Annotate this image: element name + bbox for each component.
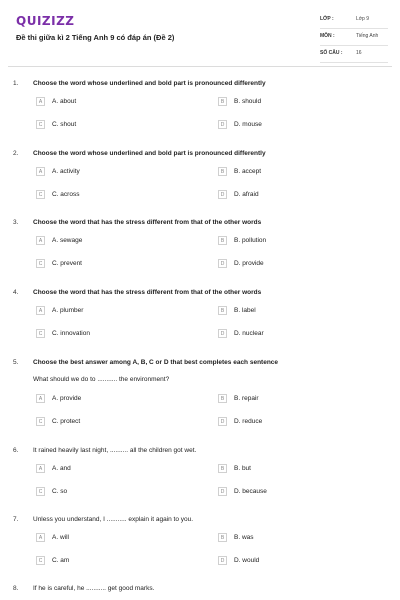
option-label: A. activity <box>52 168 80 175</box>
option-letter-box: C <box>36 190 45 199</box>
option-letter-box: D <box>218 190 227 199</box>
option-label: B. label <box>234 307 256 314</box>
question-number: 4. <box>13 289 19 296</box>
option-label: C. prevent <box>52 260 82 267</box>
question-text: Choose the word whose underlined and bold part is pronounced differently <box>33 150 266 157</box>
option-letter-box: B <box>218 306 227 315</box>
option-letter-box: C <box>36 329 45 338</box>
option-letter-box: C <box>36 556 45 565</box>
option-letter-box: D <box>218 417 227 426</box>
option-letter-box: C <box>36 259 45 268</box>
question-number: 6. <box>13 447 19 454</box>
option-letter-box: D <box>218 259 227 268</box>
question-text: Choose the word that has the stress different from that of the other words <box>33 219 262 226</box>
option-label: C. shout <box>52 121 77 128</box>
option-label: A. sewage <box>52 237 83 244</box>
question-number: 5. <box>13 359 19 366</box>
meta-value: Tiếng Anh <box>356 33 379 39</box>
option-label: A. about <box>52 98 77 105</box>
worksheet-title: Đề thi giữa kì 2 Tiếng Anh 9 có đáp án (Đề 2) <box>16 33 175 42</box>
header-divider <box>8 66 392 67</box>
meta-value: 16 <box>356 50 362 56</box>
option-letter-box: B <box>218 236 227 245</box>
question-number: 2. <box>13 150 19 157</box>
option-letter-box: B <box>218 533 227 542</box>
option-letter-box: B <box>218 97 227 106</box>
question-text: Choose the best answer among A, B, C or D that best completes each sentence <box>33 359 279 366</box>
question-text: Unless you understand, I ........... explain it again to you. <box>33 516 194 523</box>
option-label: D. mouse <box>234 121 262 128</box>
option-label: B. pollution <box>234 237 267 244</box>
meta-row-class <box>320 12 388 29</box>
option-label: C. across <box>52 191 80 198</box>
option-label: B. was <box>234 534 254 541</box>
option-letter-box: A <box>36 464 45 473</box>
option-letter-box: A <box>36 394 45 403</box>
meta-row-question-count <box>320 46 388 63</box>
meta-row-subject <box>320 29 388 46</box>
worksheet-header <box>0 0 400 64</box>
option-label: B. but <box>234 465 251 472</box>
option-label: D. provide <box>234 260 264 267</box>
question-number: 3. <box>13 219 19 226</box>
question-text: It rained heavily last night, .......... all the children got wet. <box>33 447 197 454</box>
question-number: 7. <box>13 516 19 523</box>
option-label: C. innovation <box>52 330 90 337</box>
option-label: A. provide <box>52 395 82 402</box>
meta-table <box>320 12 388 63</box>
option-label: B. should <box>234 98 262 105</box>
option-letter-box: A <box>36 97 45 106</box>
meta-key: SỐ CÂU : <box>320 50 343 56</box>
option-label: D. reduce <box>234 418 263 425</box>
option-letter-box: D <box>218 120 227 129</box>
option-label: A. will <box>52 534 69 541</box>
meta-key: MÔN : <box>320 33 335 39</box>
question-text: Choose the word that has the stress different from that of the other words <box>33 289 262 296</box>
option-letter-box: A <box>36 167 45 176</box>
option-label: D. afraid <box>234 191 259 198</box>
option-label: D. nuclear <box>234 330 264 337</box>
option-label: C. so <box>52 488 68 495</box>
option-label: A. and <box>52 465 71 472</box>
option-letter-box: A <box>36 533 45 542</box>
option-label: A. plumber <box>52 307 84 314</box>
meta-key: LỚP : <box>320 16 334 22</box>
quizizz-logo: QUIZIZZ <box>16 14 75 28</box>
option-letter-box: A <box>36 236 45 245</box>
option-label: B. repair <box>234 395 259 402</box>
option-letter-box: C <box>36 417 45 426</box>
option-label: B. accept <box>234 168 262 175</box>
option-letter-box: B <box>218 167 227 176</box>
question-number: 8. <box>13 585 19 592</box>
option-letter-box: B <box>218 464 227 473</box>
option-letter-box: D <box>218 556 227 565</box>
option-label: C. am <box>52 557 70 564</box>
option-label: D. because <box>234 488 267 495</box>
question-number: 1. <box>13 80 19 87</box>
question-text: If he is careful, he ........... get good marks. <box>33 585 155 592</box>
question-sentence: What should we do to ........... the environment? <box>33 376 170 383</box>
meta-value: Lớp 9 <box>356 16 370 22</box>
option-letter-box: B <box>218 394 227 403</box>
option-letter-box: C <box>36 487 45 496</box>
question-text: Choose the word whose underlined and bold part is pronounced differently <box>33 80 266 87</box>
option-letter-box: C <box>36 120 45 129</box>
option-letter-box: A <box>36 306 45 315</box>
option-letter-box: D <box>218 329 227 338</box>
option-letter-box: D <box>218 487 227 496</box>
option-label: D. would <box>234 557 260 564</box>
option-label: C. protect <box>52 418 81 425</box>
